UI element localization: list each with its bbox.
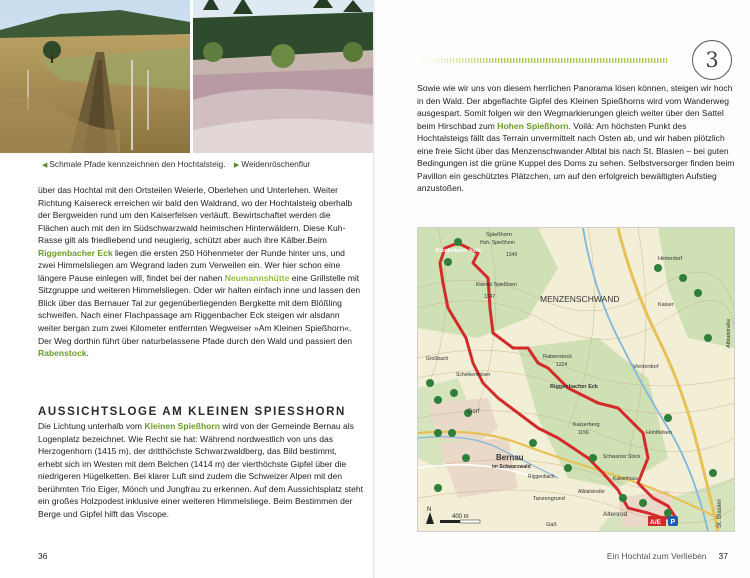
label-elev-1349: 1349 [506,252,518,258]
label-kaiserberg: Kaiserberg [573,422,600,428]
text-run: Sowie wie wir uns von diesem herrlichen Panorama lösen können, steigen wir hoch in den Wald. Der abgeflachte Gipfel des Kleinen Spießhorns wird vom Wanderweg ausgespart. Somit folgen wir den Wegmarkierungen gleich weiter über den Sattel beim Hirschbad zum [417,83,733,131]
text-run: eine Grillstelle mit Sitzgruppe und weiteren Himmelsliegen. Oder wir halten einfach inne und lassen den Blick über das Bernauer Tal zur gegenüberliegenden Bergkette mit dem Blößling schweifen. Nach einer Flachpassage am Riggenbacher Eck steigen wir alsdann weiter bergan zum zwei Kilometer entfernten Wegweiser »Am Kleinen Spießhorn«. Der Weg dorthin führt über naturbelassene Pfade durch den Wald und passiert den [38,272,361,346]
scale-label: 400 m [452,514,469,520]
label-hoh-spiesshorn: Hoh. Spießhorn [480,240,516,246]
text-run: . Voilà: Am höchsten Punkt des Hochtalsteigs fällt das Terrain unvermittelt nach Osten ab, und wir haben plötzlich eine freie Sicht über das Menzenschwander Albtal bis nach St. Blasien – bei guten Bedingungen ist die grüne Kuppel des Doms zu sehen. Selbstversorger finden beim Pavillon ein geschütztes Plätzchen, um auf den erfolgreich bewältigten Aufstieg anzustoßen. [417,120,735,194]
label-st-blasien: St. Blasien [717,499,723,528]
parking-label: P [670,519,676,526]
label-vorderdorf: Vorderdorf [633,364,659,370]
label-krunkelbach: Krunkelbach- hütte [436,248,482,254]
label-albtalstrasse-vertical: Albtalstraße [726,318,732,348]
place-name: Kleinen Spießhorn [144,421,220,431]
caption-2: Weidenröschenflur [241,159,311,169]
label-schwarzer-stock: Schwarzer Stock [603,454,641,460]
label-grosbach: Großbach [426,356,449,362]
photo-willowherb [193,0,375,153]
label-altenrod: Altenrod [603,511,628,518]
text-run: wird von der Gemeinde Bernau als Logenplatz bezeichnet. Wie Recht sie hat: Während nordwestlich von uns das Herzogenhorn (1415 m), der dritthöchste Schwarzwaldberg, das Bild bestimmt, erhebt sich im Westen mit dem Belchen (1414 m) der vierthöchste Gipfel über die niedrigeren Hügelketten. Bei klarer Luft sind zudem die Schweizer Alpen mit den berühmten Trio Eiger, Mönch und Jungfrau zu erkennen. Auf dem Aussichtsplatz steht ein großes Holzpodest inklusive einer weiteren Himmelsliege. Beim Bestimmen der Berge und Gipfel hilft das Viscope. [38,421,363,519]
label-dorf: Dorf [468,409,480,415]
text-run: Die Lichtung unterhalb vom [38,421,145,431]
photo-narrow-trail [0,0,190,153]
label-elev-1156: 1156 [578,430,589,436]
photo-caption [42,159,310,169]
decorative-stripe [417,58,667,63]
right-page [375,0,750,578]
caption-1: Schmale Pfade kennzeichnen den Hochtalsteig. [49,159,226,169]
text-run: über das Hochtal mit den Ortsteilen Weierle, Oberlehen und Unterlehen. Weiter Richtung Kaisereck erreichen wir bald den Waldrand, wo der Hochtalsteig oberhalb der Bergweiden rund um den Kaiserfelsen verläuft. Bewirtschaftet werden die Flächen auch mit den im Südschwarzwald heimischen Hinterwäldern. Diese Kuh-Rasse gilt als friedliebend und neugierig, schützt aber auch ihre Kälber. [38,185,353,246]
start-label: A/E [650,519,661,526]
label-riggenbacher-eck: Riggenbacher Eck [550,384,598,390]
place-name: Rabenstock [38,348,87,359]
paragraph [38,420,363,520]
label-rabenstock: Rabenstock [543,354,573,360]
text-run: . [86,348,89,359]
label-kaisershaus: Kaiserhaus [613,476,639,482]
footer-title: Ein Hochtal zum Verlieben [606,551,707,561]
paragraph [417,82,735,195]
label-elev-1224: 1224 [556,362,568,368]
north-arrow-label: N [427,507,432,513]
label-bernau: Bernau [496,453,524,462]
section-heading: AUSSICHTSLOGE AM KLEINEN SPIESSHORN [38,406,346,418]
label-menzenschwand: MENZENSCHWAND [540,294,620,304]
label-riggenbach: Riggenbach [528,474,555,480]
label-gass: Gaß [546,522,557,528]
label-kaiser: Kaiser [658,302,674,308]
label-hinterdorf: Hinterdorf [658,256,683,262]
text-run: liegen die ersten 250 Höhenmeter der Runde hinter uns, und zwei Himmelsliegen am Wegrand laden zum Verweilen ein. Wer hier schon eine längere Pause einlegen will, findet bei der nahen [38,247,345,283]
paragraph [38,184,363,360]
right-body-paragraph [417,82,735,195]
page-number-right: 37 [718,551,728,561]
label-scheibenfelsen: Scheibenfelsen [456,372,491,378]
right-triangle-icon: ▶ [233,162,240,169]
label-spiesshorn: Spießhorn [486,232,512,238]
place-name: Hohen Spießhorn [497,120,569,131]
label-elev-1347: 1347 [484,294,496,300]
label-hohlfelsen: Hohlfelsen [646,430,672,436]
place-name: Neumannshütte [224,272,290,283]
label-im-schwarzwald: im Schwarzwald [492,464,531,470]
label-kleines-spiesshorn: Kleines Spießhorn [476,282,517,288]
body-paragraph-2 [38,420,363,520]
body-paragraph-1 [38,184,363,360]
label-albtalstrasse: Albtalstraße [578,489,605,495]
footer-right [607,551,728,561]
stage-number-badge: 3 [692,40,732,80]
left-triangle-icon: ◀ [42,162,48,169]
text-run: Beim [307,235,327,246]
route-map [417,227,735,532]
page-number-left: 36 [38,551,48,561]
place-name: Riggenbacher Eck [38,247,113,258]
label-tanzengrund: Tanzengrund [533,496,565,502]
